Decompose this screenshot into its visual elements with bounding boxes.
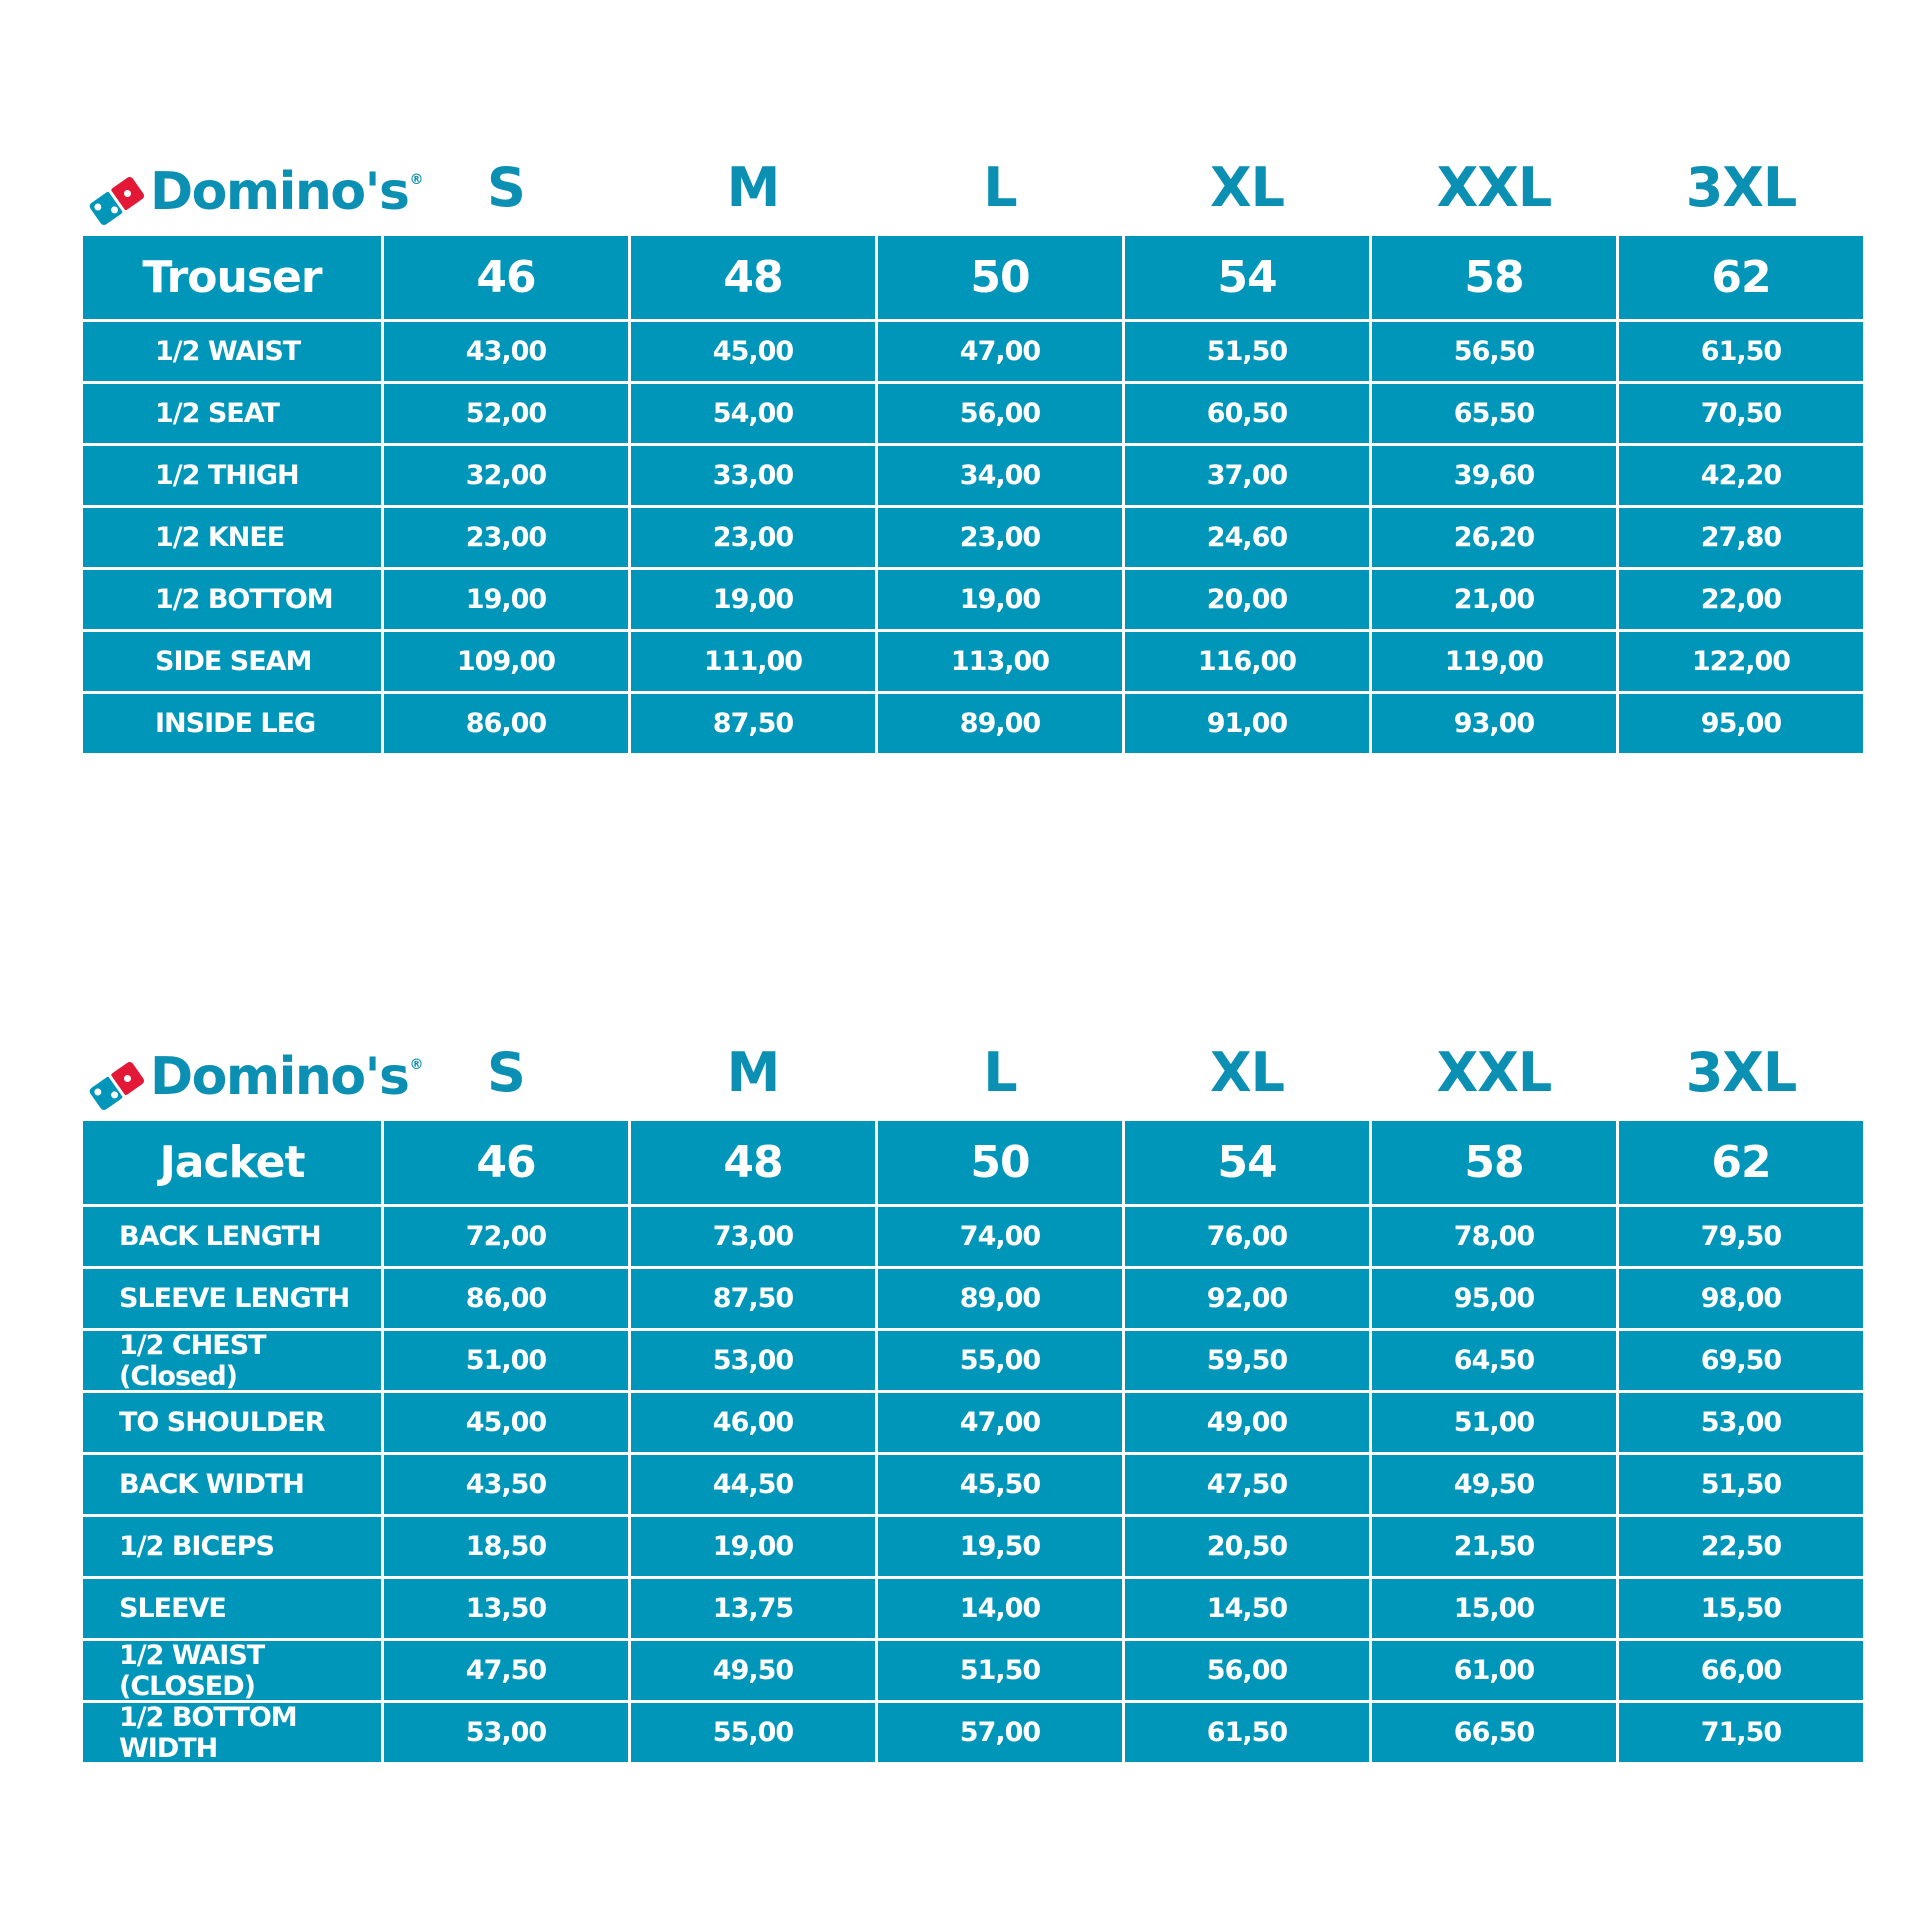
measurement-label: 1/2 THIGH xyxy=(83,446,381,505)
size-label-l: L xyxy=(983,156,1017,219)
measurement-value: 95,00 xyxy=(1619,694,1863,753)
measurement-value: 53,00 xyxy=(1619,1393,1863,1452)
measurement-value: 78,00 xyxy=(1372,1207,1616,1266)
size-label-xl: XL xyxy=(1209,156,1285,219)
measurement-value: 19,50 xyxy=(878,1517,1122,1576)
measurement-value: 109,00 xyxy=(384,632,628,691)
dominos-logo-icon xyxy=(80,156,154,230)
measurement-value: 56,00 xyxy=(878,384,1122,443)
measurement-value: 22,00 xyxy=(1619,570,1863,629)
measurement-value: 15,50 xyxy=(1619,1579,1863,1638)
measurement-value: 32,00 xyxy=(384,446,628,505)
measurement-label: 1/2 WAIST (CLOSED) xyxy=(83,1641,381,1700)
measurement-value: 45,50 xyxy=(878,1455,1122,1514)
measurement-value: 47,00 xyxy=(878,1393,1122,1452)
eu-size-cell: 48 xyxy=(631,236,875,319)
measurement-value: 61,50 xyxy=(1125,1703,1369,1762)
jacket-size-chart xyxy=(0,1035,1920,1764)
measurement-value: 51,50 xyxy=(878,1641,1122,1700)
measurement-value: 20,50 xyxy=(1125,1517,1369,1576)
measurement-value: 13,75 xyxy=(631,1579,875,1638)
measurement-value: 116,00 xyxy=(1125,632,1369,691)
measurement-value: 47,00 xyxy=(878,322,1122,381)
measurement-value: 74,00 xyxy=(878,1207,1122,1266)
measurement-value: 57,00 xyxy=(878,1703,1122,1762)
measurement-value: 65,50 xyxy=(1372,384,1616,443)
measurement-label: INSIDE LEG xyxy=(83,694,381,753)
measurement-value: 43,00 xyxy=(384,322,628,381)
size-label-xxl: XXL xyxy=(1436,156,1552,219)
brand-name: Domino's® xyxy=(150,162,423,222)
measurement-value: 43,50 xyxy=(384,1455,628,1514)
measurement-value: 26,20 xyxy=(1372,508,1616,567)
measurement-label: 1/2 KNEE xyxy=(83,508,381,567)
dominos-logo xyxy=(80,152,423,232)
measurement-value: 23,00 xyxy=(878,508,1122,567)
measurement-value: 42,20 xyxy=(1619,446,1863,505)
measurement-value: 13,50 xyxy=(384,1579,628,1638)
measurement-value: 23,00 xyxy=(631,508,875,567)
size-label-s: S xyxy=(487,156,525,219)
eu-size-cell: 62 xyxy=(1619,236,1863,319)
jacket-table xyxy=(83,1121,1863,1762)
measurement-value: 56,50 xyxy=(1372,322,1616,381)
measurement-value: 19,00 xyxy=(878,570,1122,629)
measurement-value: 44,50 xyxy=(631,1455,875,1514)
measurement-value: 76,00 xyxy=(1125,1207,1369,1266)
measurement-value: 73,00 xyxy=(631,1207,875,1266)
dominos-logo-icon xyxy=(80,1041,154,1115)
measurement-value: 27,80 xyxy=(1619,508,1863,567)
measurement-value: 46,00 xyxy=(631,1393,875,1452)
measurement-value: 79,50 xyxy=(1619,1207,1863,1266)
measurement-value: 45,00 xyxy=(631,322,875,381)
measurement-value: 49,50 xyxy=(631,1641,875,1700)
measurement-value: 33,00 xyxy=(631,446,875,505)
measurement-value: 45,00 xyxy=(384,1393,628,1452)
measurement-value: 89,00 xyxy=(878,694,1122,753)
eu-size-cell: 62 xyxy=(1619,1121,1863,1204)
measurement-value: 49,00 xyxy=(1125,1393,1369,1452)
measurement-value: 60,50 xyxy=(1125,384,1369,443)
measurement-value: 55,00 xyxy=(878,1331,1122,1390)
trouser-header-row xyxy=(0,150,1920,240)
size-label-l: L xyxy=(983,1041,1017,1104)
measurement-value: 98,00 xyxy=(1619,1269,1863,1328)
measurement-value: 92,00 xyxy=(1125,1269,1369,1328)
eu-size-cell: 46 xyxy=(384,1121,628,1204)
measurement-value: 113,00 xyxy=(878,632,1122,691)
jacket-header-row xyxy=(0,1035,1920,1125)
brand-name: Domino's® xyxy=(150,1047,423,1107)
measurement-value: 19,00 xyxy=(384,570,628,629)
measurement-label: 1/2 BOTTOM WIDTH xyxy=(83,1703,381,1762)
measurement-value: 22,50 xyxy=(1619,1517,1863,1576)
size-label-xl: XL xyxy=(1209,1041,1285,1104)
measurement-value: 95,00 xyxy=(1372,1269,1616,1328)
measurement-label: SLEEVE xyxy=(83,1579,381,1638)
measurement-value: 19,00 xyxy=(631,570,875,629)
measurement-value: 51,50 xyxy=(1619,1455,1863,1514)
measurement-value: 66,50 xyxy=(1372,1703,1616,1762)
measurement-value: 70,50 xyxy=(1619,384,1863,443)
size-label-m: M xyxy=(726,1041,780,1104)
measurement-value: 59,50 xyxy=(1125,1331,1369,1390)
eu-size-cell: 54 xyxy=(1125,1121,1369,1204)
measurement-value: 93,00 xyxy=(1372,694,1616,753)
measurement-value: 47,50 xyxy=(384,1641,628,1700)
measurement-value: 86,00 xyxy=(384,694,628,753)
measurement-label: TO SHOULDER xyxy=(83,1393,381,1452)
measurement-value: 61,00 xyxy=(1372,1641,1616,1700)
measurement-value: 15,00 xyxy=(1372,1579,1616,1638)
measurement-value: 37,00 xyxy=(1125,446,1369,505)
measurement-value: 66,00 xyxy=(1619,1641,1863,1700)
measurement-value: 53,00 xyxy=(631,1331,875,1390)
measurement-value: 69,50 xyxy=(1619,1331,1863,1390)
measurement-value: 53,00 xyxy=(384,1703,628,1762)
measurement-value: 21,50 xyxy=(1372,1517,1616,1576)
measurement-value: 18,50 xyxy=(384,1517,628,1576)
measurement-value: 87,50 xyxy=(631,694,875,753)
measurement-label: 1/2 BICEPS xyxy=(83,1517,381,1576)
measurement-label: 1/2 SEAT xyxy=(83,384,381,443)
measurement-value: 19,00 xyxy=(631,1517,875,1576)
measurement-value: 51,50 xyxy=(1125,322,1369,381)
measurement-label: SIDE SEAM xyxy=(83,632,381,691)
trouser-title: Trouser xyxy=(83,236,381,319)
eu-size-cell: 50 xyxy=(878,1121,1122,1204)
measurement-label: BACK WIDTH xyxy=(83,1455,381,1514)
measurement-value: 51,00 xyxy=(384,1331,628,1390)
measurement-value: 49,50 xyxy=(1372,1455,1616,1514)
measurement-value: 39,60 xyxy=(1372,446,1616,505)
measurement-value: 56,00 xyxy=(1125,1641,1369,1700)
measurement-value: 86,00 xyxy=(384,1269,628,1328)
size-label-xxl: XXL xyxy=(1436,1041,1552,1104)
measurement-value: 34,00 xyxy=(878,446,1122,505)
eu-size-cell: 48 xyxy=(631,1121,875,1204)
measurement-value: 122,00 xyxy=(1619,632,1863,691)
measurement-value: 52,00 xyxy=(384,384,628,443)
measurement-value: 23,00 xyxy=(384,508,628,567)
measurement-value: 14,00 xyxy=(878,1579,1122,1638)
size-label-m: M xyxy=(726,156,780,219)
eu-size-cell: 54 xyxy=(1125,236,1369,319)
dominos-logo xyxy=(80,1037,423,1117)
size-label-3xl: 3XL xyxy=(1685,1041,1797,1104)
measurement-value: 20,00 xyxy=(1125,570,1369,629)
trouser-size-chart xyxy=(0,150,1920,739)
measurement-value: 24,60 xyxy=(1125,508,1369,567)
measurement-value: 47,50 xyxy=(1125,1455,1369,1514)
measurement-value: 55,00 xyxy=(631,1703,875,1762)
eu-size-cell: 58 xyxy=(1372,236,1616,319)
measurement-label: 1/2 CHEST (Closed) xyxy=(83,1331,381,1390)
jacket-title: Jacket xyxy=(83,1121,381,1204)
measurement-value: 64,50 xyxy=(1372,1331,1616,1390)
measurement-value: 21,00 xyxy=(1372,570,1616,629)
measurement-value: 87,50 xyxy=(631,1269,875,1328)
measurement-value: 71,50 xyxy=(1619,1703,1863,1762)
eu-size-cell: 50 xyxy=(878,236,1122,319)
measurement-value: 72,00 xyxy=(384,1207,628,1266)
measurement-label: 1/2 WAIST xyxy=(83,322,381,381)
size-label-3xl: 3XL xyxy=(1685,156,1797,219)
size-label-s: S xyxy=(487,1041,525,1104)
measurement-value: 61,50 xyxy=(1619,322,1863,381)
measurement-label: SLEEVE LENGTH xyxy=(83,1269,381,1328)
measurement-value: 119,00 xyxy=(1372,632,1616,691)
eu-size-cell: 58 xyxy=(1372,1121,1616,1204)
measurement-value: 91,00 xyxy=(1125,694,1369,753)
eu-size-cell: 46 xyxy=(384,236,628,319)
measurement-value: 14,50 xyxy=(1125,1579,1369,1638)
measurement-value: 89,00 xyxy=(878,1269,1122,1328)
measurement-value: 51,00 xyxy=(1372,1393,1616,1452)
measurement-value: 54,00 xyxy=(631,384,875,443)
measurement-label: BACK LENGTH xyxy=(83,1207,381,1266)
measurement-label: 1/2 BOTTOM xyxy=(83,570,381,629)
trouser-table xyxy=(83,236,1863,753)
measurement-value: 111,00 xyxy=(631,632,875,691)
